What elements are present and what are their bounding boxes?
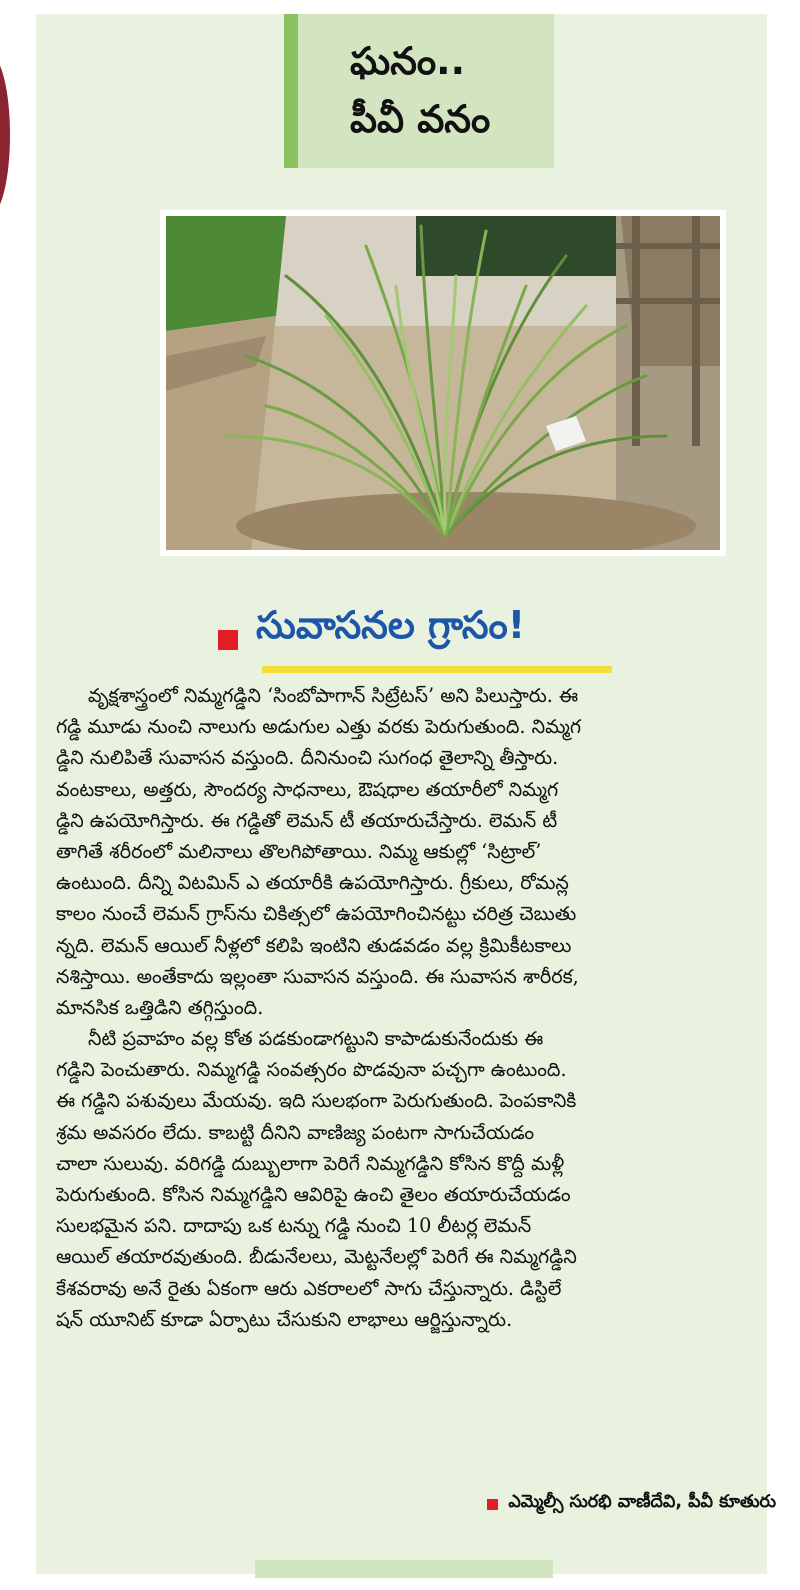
paragraph-line: గడ్డిని పెంచుతారు. నిమ్మగడ్డి సంవత్సరం పొడవునా పచ్చగా ఉంటుంది. — [56, 1058, 567, 1082]
paragraph-line: న్నది. లెమన్ ఆయిల్ నీళ్లలో కలిపి ఇంటిని తుడవడం వల్ల క్రిమికీటకాలు — [56, 933, 572, 957]
headline-block — [216, 599, 636, 679]
paragraph-line: కాలం నుంచే లెమన్ గ్రాస్‌ను చికిత్సలో ఉపయోగించినట్టు చరిత్ర చెబుతు — [56, 902, 577, 926]
paragraph-line: ఆయిల్ తయారవుతుంది. బీడునేలలు, మెట్టనేలల్లో పెరిగే ఈ నిమ్మగడ్డిని — [56, 1245, 577, 1269]
byline-bullet — [487, 1499, 498, 1510]
headline-bullet — [218, 630, 238, 650]
paragraph-line: వంటకాలు, అత్తరు, సౌందర్య సాధనాలు, ఔషధాల తయారీలో నిమ్మగ — [56, 777, 559, 801]
paragraph-line: కేశవరావు అనే రైతు ఏకంగా ఆరు ఎకరాలలో సాగు చేస్తున్నారు. డిస్టిలే — [56, 1276, 562, 1300]
paragraph-line: పెరుగుతుంది. కోసిన నిమ్మగడ్డిని ఆవిరిపై ఉంచి తైలం తయారుచేయడం — [56, 1183, 571, 1206]
article-body — [56, 680, 746, 1335]
paragraph-line: చాలా సులువు. వరిగడ్డి దుబ్బులాగా పెరిగే నిమ్మగడ్డిని కోసిన కొద్దీ మళ్లీ — [56, 1151, 565, 1175]
paragraph-line: ఉంటుంది. దీన్ని విటమిన్ ఎ తయారీకి ఉపయోగిస్తారు. గ్రీకులు, రోమన్ల — [56, 871, 569, 895]
header-line-1: ఘనం.. — [350, 39, 466, 83]
lemongrass-photo — [160, 210, 726, 556]
byline-text: ఎమ్మెల్సీ సురభి వాణీదేవి, పీవీ కూతురు — [508, 1492, 776, 1512]
paragraph-line: షన్ యూనిట్ కూడా ఏర్పాటు చేసుకుని లాభాలు ఆర్జిస్తున్నారు. — [56, 1307, 513, 1331]
byline — [487, 1492, 776, 1516]
headline: సువాసనల గ్రాసం! — [256, 603, 526, 647]
paragraph-line: నశిస్తాయి. అంతేకాదు ఇల్లంతా సువాసన వస్తుంది. ఈ సువాసన శారీరక, — [56, 964, 579, 988]
paragraph-line: శ్రమ అవసరం లేదు. కాబట్టి దీనిని వాణిజ్య పంటగా సాగుచేయడం — [56, 1120, 535, 1144]
headline-underline — [262, 666, 612, 673]
page-edge-arc — [0, 55, 10, 215]
paragraph-line: గడ్డి మూడు నుంచి నాలుగు అడుగుల ఎత్తు వరకు పెరుగుతుంది. నిమ్మగ — [56, 715, 582, 739]
paragraph-line: ఈ గడ్డిని పశువులు మేయవు. ఇది సులభంగా పెరుగుతుంది. పెంపకానికి — [56, 1089, 577, 1113]
paragraph-line: సులభమైన పని. దాదాపు ఒక టన్ను గడ్డి నుంచి 10 లీటర్ల లెమన్ — [56, 1214, 532, 1238]
header-line-2: పీవీ వనం — [350, 97, 491, 141]
paragraph-line: డ్డిని నులిపితే సువాసన వస్తుంది. దీనినుంచి సుగంధ తైలాన్ని తీస్తారు. — [56, 746, 559, 770]
section-header — [284, 14, 554, 168]
paragraph-line: వృక్షశాస్త్రంలో నిమ్మగడ్డిని ‘సింబోపాగాన్ సిట్రేటస్’ అని పిలుస్తారు. ఈ — [88, 684, 579, 707]
bottom-accent-bar — [255, 1560, 553, 1578]
paragraph-line: డ్డిని ఉపయోగిస్తారు. ఈ గడ్డితో లెమన్ టీ తయారుచేస్తారు. లెమన్ టీ — [56, 808, 558, 832]
lemongrass-illustration — [166, 216, 720, 550]
paragraph-line: మానసిక ఒత్తిడిని తగ్గిస్తుంది. — [56, 995, 264, 1019]
paragraph-line: తాగితే శరీరంలో మలినాలు తొలగిపోతాయి. నిమ్మ ఆకుల్లో ‘సిట్రాల్’ — [56, 839, 542, 863]
paragraph-line: నీటి ప్రవాహం వల్ల కోత పడకుండాగట్టుని కాపాడుకునేందుకు ఈ — [88, 1027, 544, 1051]
